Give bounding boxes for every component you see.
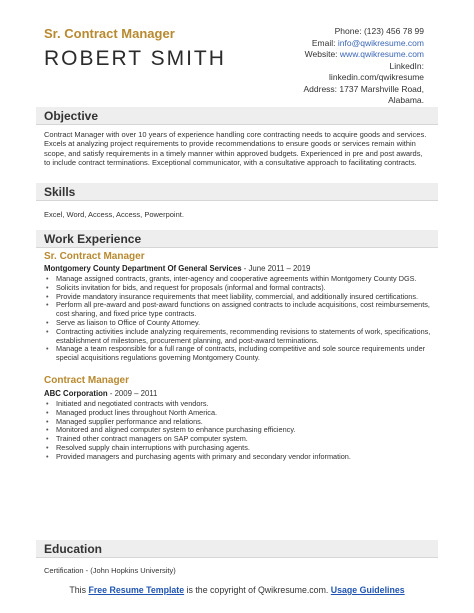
- contact-address-line2: Alabama.: [388, 95, 424, 105]
- job-title-heading: Contract Manager: [44, 374, 130, 386]
- job-company: ABC Corporation - 2009 – 2011: [44, 388, 158, 398]
- skills-text: Excel, Word, Access, Access, Powerpoint.: [44, 210, 184, 219]
- job-bullets: [36, 275, 438, 363]
- contact-email: Email: info@qwikresume.com: [311, 37, 424, 48]
- list-item: • Manage a team responsible for a full range of contracts, including competitive and sole source requirements under special acquisitions regulations governing Montgomery County.: [44, 345, 438, 363]
- contact-linkedin-label: LinkedIn:: [389, 60, 424, 71]
- resume-header: [44, 24, 434, 105]
- contact-address: Address: 1737 Marshville Road,: [303, 83, 424, 94]
- education-heading: Education: [36, 540, 438, 558]
- objective-heading: Objective: [36, 107, 438, 125]
- usage-guidelines-link[interactable]: Usage Guidelines: [330, 585, 405, 595]
- website-link[interactable]: www.qwikresume.com: [339, 49, 424, 59]
- free-resume-template-link[interactable]: Free Resume Template: [88, 585, 185, 595]
- contact-phone: Phone: (123) 456 78 99: [334, 26, 424, 36]
- job-title: Sr. Contract Manager: [44, 26, 175, 41]
- job-entry: [36, 375, 438, 462]
- skills-section: [36, 183, 438, 219]
- education-section: [36, 540, 438, 575]
- list-item: • Trained other contract managers on SAP computer system.: [44, 435, 438, 444]
- job-bullets: [36, 400, 438, 462]
- list-item: • Serve as liaison to Office of County Attorney.: [44, 319, 438, 328]
- contact-linkedin: linkedin.com/qwikresume: [329, 72, 424, 82]
- contact-website: Website: www.qwikresume.com: [304, 49, 424, 59]
- list-item: • Perform all pre-award and post-award functions on assigned contracts to include acquisitions, cost reimbursements, cost sharing, and fixed price type contracts.: [44, 301, 438, 319]
- job-title-heading: Sr. Contract Manager: [44, 251, 145, 262]
- list-item: • Contracting activities include analyzing requirements, recommending revisions to statements of work, specifications, establishment of milestones, procurement planning, and post-award terminations.: [44, 328, 438, 346]
- candidate-name: ROBERT SMITH: [44, 47, 226, 70]
- list-item: • Initiated and negotiated contracts with vendors.: [44, 400, 438, 409]
- list-item: • Managed product lines throughout North America.: [44, 409, 438, 418]
- list-item: • Monitored and aligned computer system to enhance purchasing efficiency.: [44, 426, 438, 435]
- email-link[interactable]: info@qwikresume.com: [337, 37, 424, 48]
- job-entry: [36, 251, 438, 363]
- list-item: • Provide mandatory insurance requirements that meet liability, commercial, and additionally insured certifications.: [44, 293, 438, 302]
- list-item: • Resolved supply chain interruptions with purchasing agents.: [44, 444, 438, 453]
- skills-heading: Skills: [36, 183, 438, 201]
- job-company: Montgomery County Department Of General Services - June 2011 – 2019: [44, 264, 311, 273]
- contact-block: [264, 26, 424, 107]
- work-section: [36, 230, 438, 462]
- objective-text: Contract Manager with over 10 years of experience handling core contracting needs to acquire goods and services. Excels at analyzing project requirements to provide recommendations to ensure goods or services remain within scope, and satisfy requirements in a timely manner within approved budgets. Experienced in pre and post awards, to include contract terminations. Exceptional communicator, with a consultative approach to facilitating contracts.: [44, 130, 427, 168]
- objective-section: [36, 107, 438, 168]
- education-text: Certification - (John Hopkins University): [44, 566, 176, 575]
- copyright-footer: This Free Resume Template is the copyright of Qwikresume.com. Usage Guidelines: [69, 585, 405, 595]
- list-item: • Provided managers and purchasing agents with primary and secondary vendor information.: [44, 453, 438, 462]
- work-heading: Work Experience: [36, 230, 438, 248]
- list-item: • Managed supplier performance and relations.: [44, 418, 438, 427]
- list-item: • Manage assigned contracts, grants, inter-agency and cooperative agreements within Montgomery County DGS.: [44, 275, 438, 284]
- list-item: • Solicits invitation for bids, and request for proposals (informal and formal contracts).: [44, 284, 438, 293]
